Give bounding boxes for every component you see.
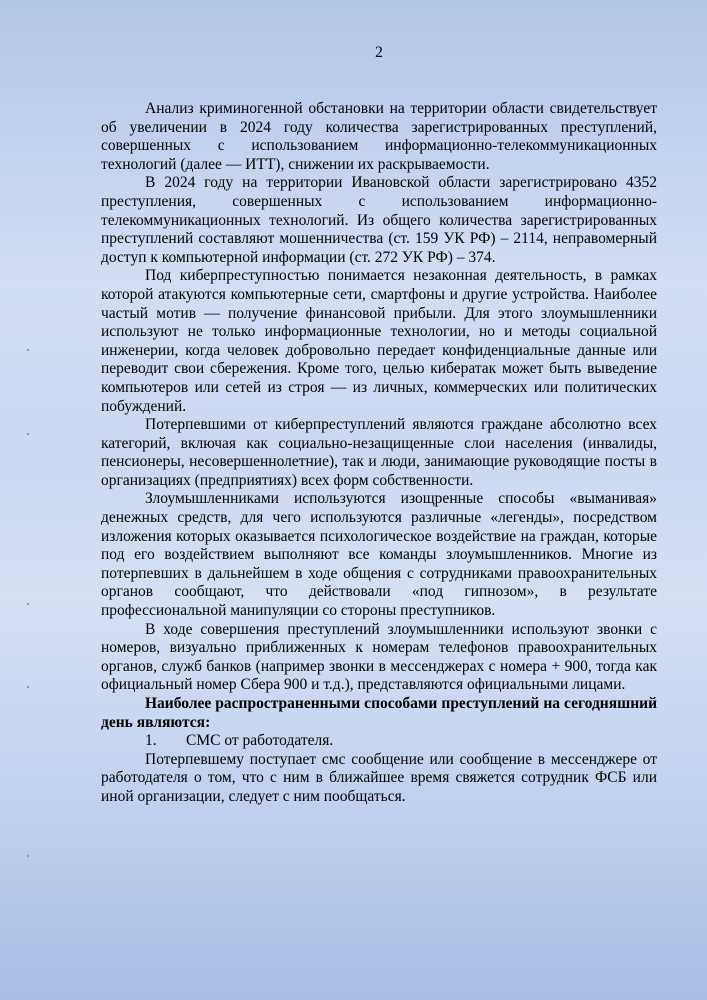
margin-mark [27,855,29,857]
paragraph-cybercrime-definition: Под киберпреступностью понимается незаконная деятельность, в рамках которой атакуются компьютерные сети, смартфоны и другие устройства. Наиболее частый мотив — получение финансовой прибыли. Для этого злоумышленники используют не только информационные технологии, но и методы социальной инженерии, когда человек добровольно передает конфиденциальные данные или переводит свои сбережения. Кроме того, целью кибератак может быть выведение компьютеров или сетей из строя — из личных, коммерческих или политических побуждений. [101,267,657,415]
paragraph-employer-sms: Потерпевшему поступает смс сообщение или сообщение в мессенджере от работодателя о том, что с ним в ближайшее время свяжется сотрудник ФСБ или иной организации, следует с ним пообщаться. [101,750,657,805]
margin-mark [27,686,29,688]
list-item-number: 1. [145,732,157,750]
paragraph-calls: В ходе совершения преступлений злоумышленники используют звонки с номеров, визуально приближенных к номерам телефонов правоохранительных органов, служб банков (например звонки в мессенджерах с номера + 900, тогда как официальный номер Сбера 900 и т.д.), представляются официальными лицами. [101,620,657,694]
paragraph-itt-analysis: Анализ криминогенной обстановки на территории области свидетельствует об увеличении в 2024 году количества зарегистрированных преступлений, совершенных с использованием информационно-телекоммуникационных технологий (далее — ИТТ), снижении их раскрываемости. [101,100,657,173]
list-item [101,732,657,751]
page-number: 2 [375,44,383,61]
margin-mark [27,433,29,435]
document-page [101,0,657,1000]
paragraph-victims: Потерпевшими от киберпреступлений являются граждане абсолютно всех категорий, включая как социально-незащищенные слои населения (инвалиды, пенсионеры, несовершеннолетние), так и люди, занимающие руководящие посты в организациях (предприятиях) всех форм собственности. [101,416,657,489]
document-body [101,100,657,807]
list-item-text: СМС от работодателя. [186,732,334,750]
margin-mark [27,349,29,351]
paragraph-common-methods-heading: Наиболее распространенными способами преступлений на сегодняшний день являются: [101,695,657,731]
paragraph-methods: Злоумышленниками используются изощренные способы «выманивая» денежных средств, для чего используются различные «легенды», посредством изложения которых оказывается психологическое воздействие на граждан, которые под его воздействием выполняют все команды злоумышленников. Многие из потерпевших в дальнейшем в ходе общения с сотрудниками правоохранительных органов сообщают, что действовали «под гипнозом», в результате профессиональной манипуляции со стороны преступников. [101,490,657,620]
paragraph-2024-statistics: В 2024 году на территории Ивановской области зарегистрировано 4352 преступления, совершенных с использованием информационно-телекоммуникационных технологий. Из общего количества зарегистрированных преступлений составляют мошенничества (ст. 159 УК РФ) – 2114, неправомерный доступ к компьютерной информации (ст. 272 УК РФ) – 374. [101,174,657,266]
margin-mark [27,603,29,605]
